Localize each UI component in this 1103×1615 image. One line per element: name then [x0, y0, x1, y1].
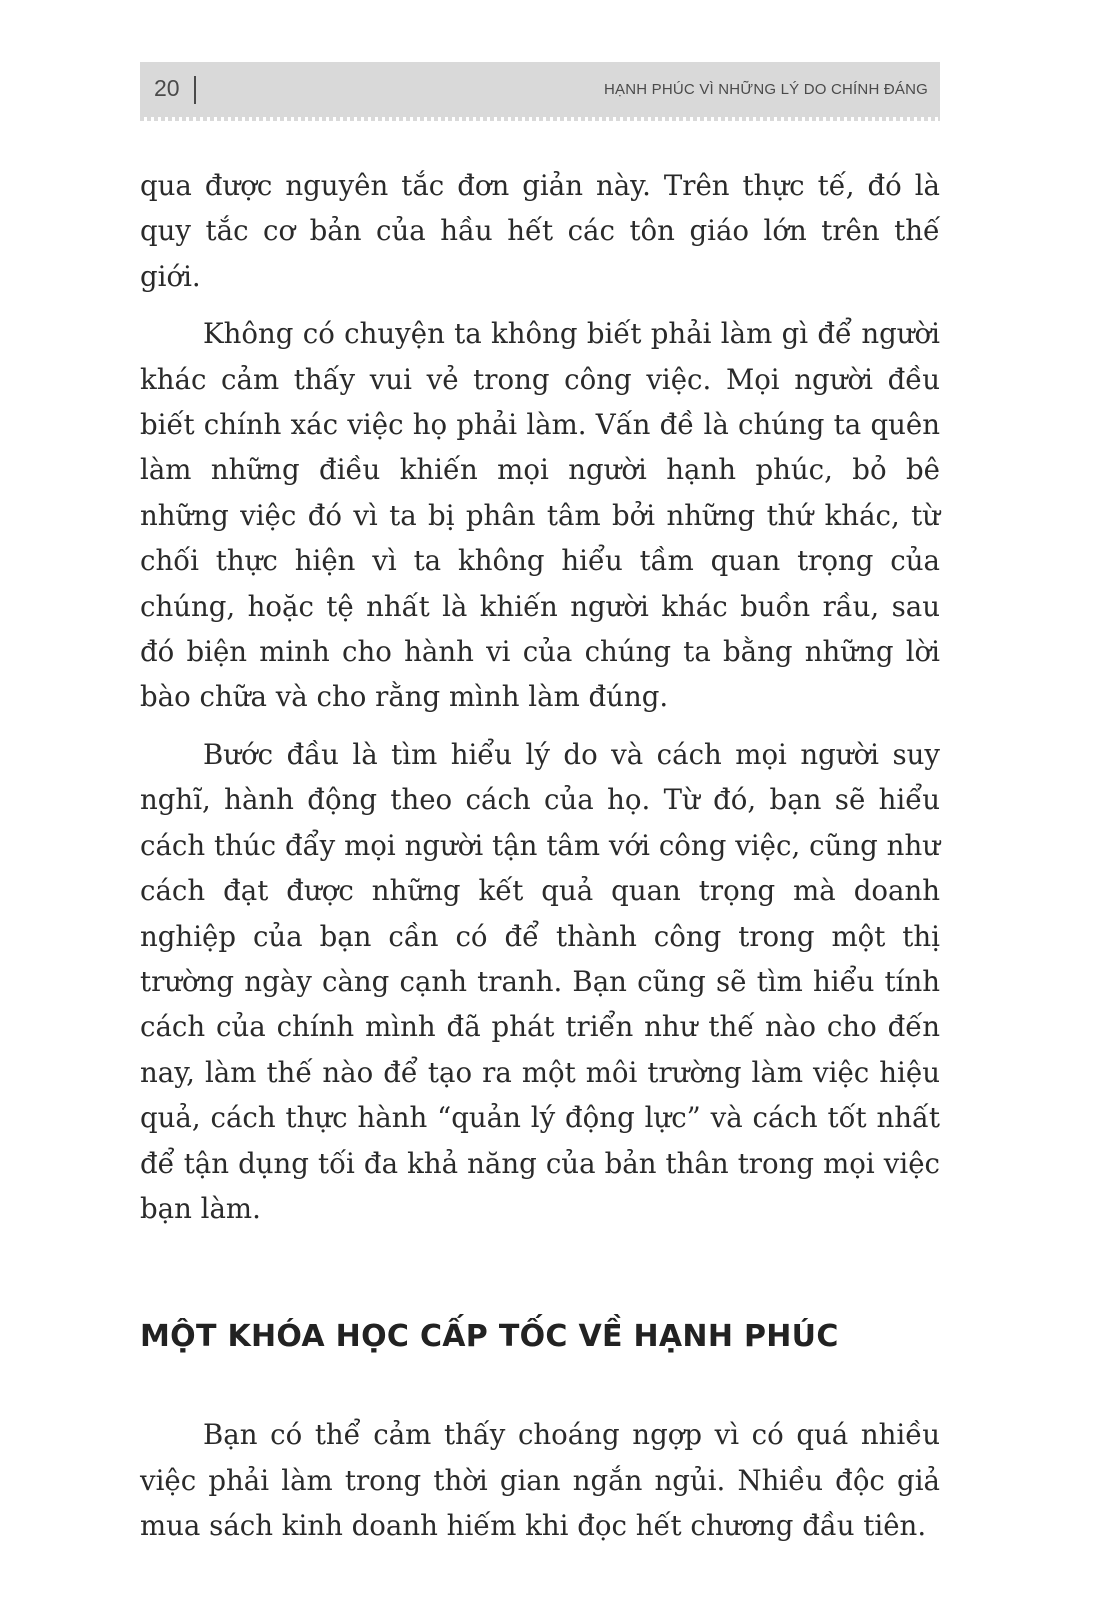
page-body: [140, 163, 940, 1561]
paragraph-continued: qua được nguyên tắc đơn giản này. Trên thực tế, đó là quy tắc cơ bản của hầu hết các tôn giáo lớn trên thế giới.: [140, 169, 940, 293]
running-title: HẠNH PHÚC VÌ NHỮNG LÝ DO CHÍNH ĐÁNG: [603, 81, 928, 98]
running-header: [140, 62, 940, 118]
section-paragraph: Bạn có thể cảm thấy choáng ngợp vì có quá nhiều việc phải làm trong thời gian ngắn ngủi. Nhiều độc giả mua sách kinh doanh hiếm khi đọc hết chương đầu tiên.: [140, 1418, 940, 1543]
section-heading: MỘT KHÓA HỌC CẤP TỐC VỀ HẠNH PHÚC: [140, 1319, 839, 1355]
paragraph: Không có chuyện ta không biết phải làm gì để người khác cảm thấy vui vẻ trong công việc. Mọi người đều biết chính xác việc họ phải làm. Vấn đề là chúng ta quên làm những điều khiến mọi người hạnh phúc, bỏ bê những việc đó vì ta bị phân tâm bởi những thứ khác, từ chối thực hiện vì ta không hiểu tầm quan trọng của chúng, hoặc tệ nhất là khiến người khác buồn rầu, sau đó biện minh cho hành vi của chúng ta bằng những lời bào chữa và cho rằng mình làm đúng.: [140, 317, 940, 714]
paragraph: Bước đầu là tìm hiểu lý do và cách mọi người suy nghĩ, hành động theo cách của họ. Từ đó, bạn sẽ hiểu cách thúc đẩy mọi người tận tâm với công việc, cũng như cách đạt được những kết quả quan trọng mà doanh nghiệp của bạn cần có để thành công trong một thị trường ngày càng cạnh tranh. Bạn cũng sẽ tìm hiểu tính cách của chính mình đã phát triển như thế nào cho đến nay, làm thế nào để tạo ra một môi trường làm việc hiệu quả, cách thực hành “quản lý động lực” và cách tốt nhất để tận dụng tối đa khả năng của bản thân trong mọi việc bạn làm.: [140, 737, 940, 1225]
header-divider: [194, 76, 196, 104]
page-number: 20: [154, 75, 180, 101]
